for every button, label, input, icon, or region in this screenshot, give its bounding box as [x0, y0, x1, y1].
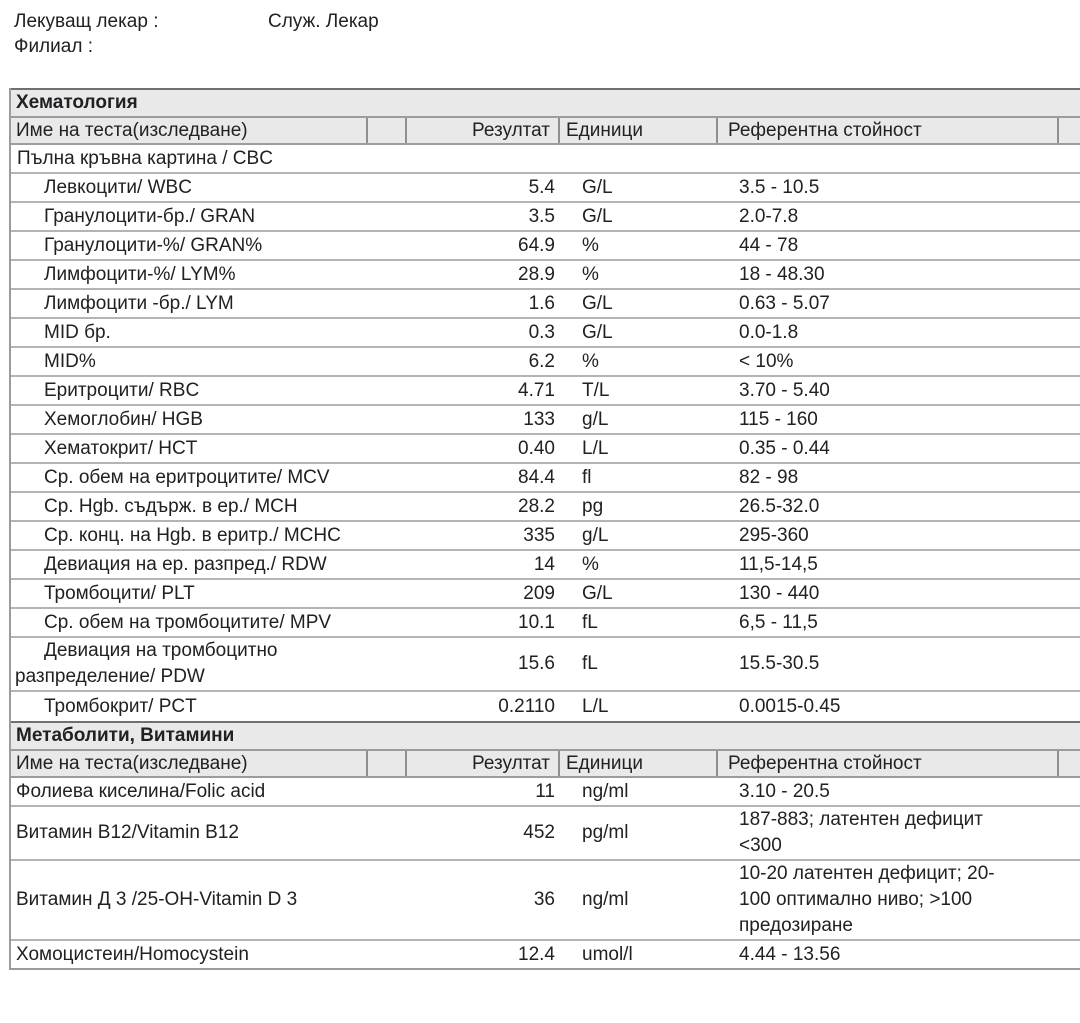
test-name-cell: Гранулоцити-бр./ GRAN	[44, 205, 256, 227]
reference-cell: 0.63 - 5.07	[739, 292, 830, 314]
test-name-cell: Гранулоцити-%/ GRAN%	[44, 234, 263, 256]
column-header-spacer	[368, 118, 407, 143]
section-title: Метаболити, Витамини	[11, 721, 1080, 751]
row-tail-spacer	[1059, 638, 1080, 690]
result-cell: 15.6	[518, 653, 555, 674]
table-row	[11, 203, 1080, 232]
result-cell: 28.2	[518, 495, 555, 517]
row-tail-spacer	[1059, 377, 1080, 404]
units-cell: T/L	[582, 379, 610, 401]
test-name-cell: Девиация на тромбоцитно разпределение/ PDW	[15, 640, 278, 687]
test-name-cell: MID%	[44, 350, 96, 372]
table-row	[11, 319, 1080, 348]
units-cell: %	[582, 234, 599, 256]
column-header-row	[11, 751, 1080, 778]
reference-cell: 130 - 440	[739, 582, 820, 604]
row-tail-spacer	[1059, 580, 1080, 607]
row-tail-spacer	[1059, 232, 1080, 259]
reference-cell: 2.0-7.8	[739, 205, 799, 227]
attending-doctor-label: Лекуващ лекар :	[14, 11, 159, 32]
column-header-reference: Референтна стойност	[718, 751, 1059, 776]
group-row	[11, 145, 1080, 174]
table-row	[11, 348, 1080, 377]
row-tail-spacer	[1059, 261, 1080, 288]
reference-cell: 3.10 - 20.5	[739, 780, 830, 802]
result-cell: 0.40	[518, 437, 555, 459]
row-tail-spacer	[1059, 493, 1080, 520]
column-header-row	[11, 118, 1080, 145]
result-cell: 84.4	[518, 466, 555, 488]
row-tail-spacer	[1059, 406, 1080, 433]
result-cell: 209	[523, 582, 555, 604]
test-name-cell: Тромбоцити/ PLT	[44, 582, 195, 604]
reference-cell: 10-20 латентен дефицит; 20-100 оптимално ниво; >100 предозиране	[739, 863, 995, 936]
result-cell: 10.1	[518, 611, 555, 633]
test-name-cell: Ср. Hgb. съдърж. в ер./ MCH	[44, 495, 298, 517]
reference-cell: 82 - 98	[739, 466, 799, 488]
table-row	[11, 941, 1080, 970]
document-header	[14, 9, 1080, 59]
result-cell: 452	[523, 822, 555, 843]
column-header-test-name: Име на теста(изследване)	[11, 751, 368, 776]
table-row	[11, 493, 1080, 522]
table-row	[11, 522, 1080, 551]
test-name-cell: Хомоцистеин/Homocystein	[16, 943, 249, 965]
test-name-cell: Ср. конц. на Hgb. в еритр./ MCHC	[44, 524, 341, 546]
reference-cell: 44 - 78	[739, 234, 799, 256]
test-name-cell: Левкоцити/ WBC	[44, 176, 192, 198]
table-row	[11, 692, 1080, 721]
table-row	[11, 464, 1080, 493]
reference-cell: 11,5-14,5	[739, 553, 818, 575]
test-name-cell: Ср. обем на тромбоцитите/ MPV	[44, 611, 332, 633]
test-name-cell: Лимфоцити -бр./ LYM	[44, 292, 234, 314]
reference-cell: 0.0-1.8	[739, 321, 799, 343]
result-cell: 0.2110	[498, 695, 555, 717]
units-cell: ng/ml	[582, 889, 629, 910]
row-tail-spacer	[1059, 692, 1080, 721]
table-row	[11, 435, 1080, 464]
column-header-result: Резултат	[407, 751, 560, 776]
units-cell: g/L	[582, 408, 609, 430]
result-cell: 12.4	[518, 943, 555, 965]
reference-cell: < 10%	[739, 350, 794, 372]
test-name-cell: MID бр.	[44, 321, 111, 343]
row-tail-spacer	[1059, 435, 1080, 462]
reference-cell: 4.44 - 13.56	[739, 943, 841, 965]
column-header-reference: Референтна стойност	[718, 118, 1059, 143]
section-title: Хематология	[11, 88, 1080, 118]
test-name-cell: Фолиева киселина/Folic acid	[16, 780, 266, 802]
row-tail-spacer	[1059, 348, 1080, 375]
table-row	[11, 232, 1080, 261]
column-header-units: Единици	[560, 751, 718, 776]
attending-doctor-line	[14, 9, 1080, 34]
units-cell: G/L	[582, 292, 613, 314]
column-header-units: Единици	[560, 118, 718, 143]
table-row	[11, 861, 1080, 941]
table-row	[11, 406, 1080, 435]
reference-cell: 0.35 - 0.44	[739, 437, 830, 459]
units-cell: umol/l	[582, 943, 633, 965]
row-tail-spacer	[1059, 551, 1080, 578]
column-header-result: Резултат	[407, 118, 560, 143]
row-tail-spacer	[1059, 174, 1080, 201]
result-cell: 11	[535, 780, 555, 802]
reference-cell: 3.70 - 5.40	[739, 379, 830, 401]
table-row	[11, 609, 1080, 638]
reference-cell: 115 - 160	[739, 408, 818, 430]
test-name-cell: Витамин Д 3 /25-OH-Vitamin D 3	[16, 889, 298, 910]
table-row	[11, 551, 1080, 580]
result-cell: 1.6	[528, 292, 555, 314]
column-header-tail-spacer	[1059, 751, 1080, 776]
result-cell: 14	[533, 553, 555, 575]
test-name-cell: Ср. обем на еритроцитите/ MCV	[44, 466, 330, 488]
reference-cell: 295-360	[739, 524, 809, 546]
row-tail-spacer	[1059, 861, 1080, 939]
reference-cell: 3.5 - 10.5	[739, 176, 820, 198]
units-cell: L/L	[582, 437, 609, 459]
reference-cell: 15.5-30.5	[739, 653, 820, 674]
table-row	[11, 290, 1080, 319]
test-name-cell: Еритроцити/ RBC	[44, 379, 200, 401]
row-tail-spacer	[1059, 203, 1080, 230]
row-tail-spacer	[1059, 319, 1080, 346]
units-cell: fL	[582, 611, 598, 633]
result-cell: 133	[523, 408, 555, 430]
reference-cell: 6,5 - 11,5	[739, 611, 818, 633]
table-row	[11, 261, 1080, 290]
table-row	[11, 580, 1080, 609]
result-cell: 3.5	[528, 205, 555, 227]
test-name-cell: Лимфоцити-%/ LYM%	[44, 263, 236, 285]
row-tail-spacer	[1059, 778, 1080, 805]
row-tail-spacer	[1059, 941, 1080, 968]
table-row	[11, 778, 1080, 807]
column-header-spacer	[368, 751, 407, 776]
units-cell: fL	[582, 653, 598, 674]
result-cell: 335	[523, 524, 555, 546]
result-cell: 28.9	[518, 263, 555, 285]
table-row	[11, 807, 1080, 861]
units-cell: G/L	[582, 582, 613, 604]
result-cell: 4.71	[518, 379, 555, 401]
reference-cell: 0.0015-0.45	[739, 695, 841, 717]
test-name-cell: Тромбокрит/ PCT	[44, 695, 197, 717]
table-row	[11, 174, 1080, 203]
table-row	[11, 638, 1080, 692]
units-cell: ng/ml	[582, 780, 629, 802]
attending-doctor-value: Служ. Лекар	[268, 11, 379, 32]
test-name-cell: Девиация на ер. разпред./ RDW	[44, 553, 327, 575]
units-cell: G/L	[582, 205, 613, 227]
branch-label: Филиал :	[14, 36, 93, 57]
test-name-cell: Витамин B12/Vitamin B12	[16, 822, 239, 843]
row-tail-spacer	[1059, 464, 1080, 491]
units-cell: fl	[582, 466, 592, 488]
units-cell: G/L	[582, 176, 613, 198]
table-row	[11, 377, 1080, 406]
reference-cell: 26.5-32.0	[739, 495, 820, 517]
column-header-tail-spacer	[1059, 118, 1080, 143]
test-name-cell: Пълна кръвна картина / CBC	[17, 147, 273, 169]
units-cell: %	[582, 553, 599, 575]
row-tail-spacer	[1059, 290, 1080, 317]
lab-results-table	[9, 88, 1080, 970]
test-name-cell: Хемоглобин/ HGB	[44, 408, 203, 430]
units-cell: pg/ml	[582, 822, 629, 843]
units-cell: L/L	[582, 695, 609, 717]
result-cell: 5.4	[528, 176, 555, 198]
units-cell: %	[582, 350, 599, 372]
reference-cell: 187-883; латентен дефицит <300	[739, 809, 983, 856]
units-cell: g/L	[582, 524, 609, 546]
result-cell: 64.9	[518, 234, 555, 256]
column-header-test-name: Име на теста(изследване)	[11, 118, 368, 143]
result-cell: 6.2	[528, 350, 555, 372]
units-cell: G/L	[582, 321, 613, 343]
reference-cell: 18 - 48.30	[739, 263, 825, 285]
row-tail-spacer	[1059, 609, 1080, 636]
units-cell: pg	[582, 495, 604, 517]
units-cell: %	[582, 263, 599, 285]
row-tail-spacer	[1059, 522, 1080, 549]
result-cell: 0.3	[528, 321, 555, 343]
result-cell: 36	[533, 889, 555, 910]
branch-line	[14, 34, 1080, 59]
row-tail-spacer	[1059, 807, 1080, 859]
test-name-cell: Хематокрит/ HCT	[44, 437, 198, 459]
